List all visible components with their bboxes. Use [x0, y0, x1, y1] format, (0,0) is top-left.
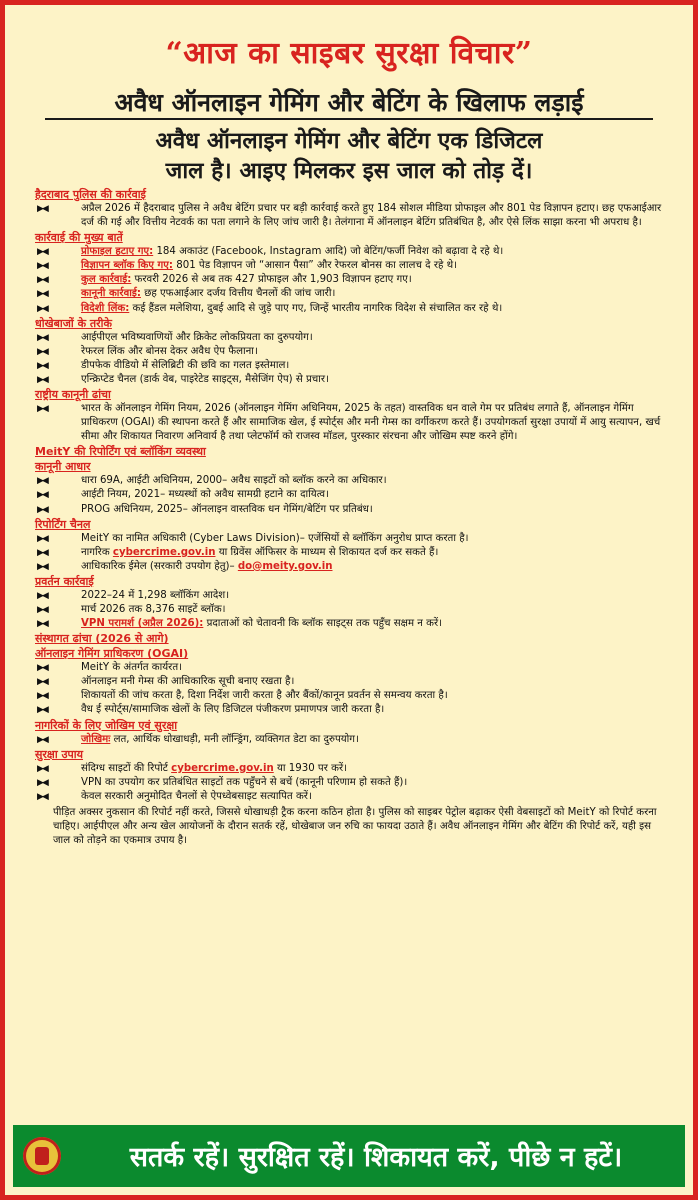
- section-heading: कार्रवाई की मुख्य बातें: [35, 231, 123, 245]
- police-emblem-icon: [23, 1137, 61, 1175]
- item-label: जोखिमः: [81, 733, 111, 745]
- double-arrow-icon: ▶◀: [37, 360, 47, 371]
- tagline-line-1: अवैध ऑनलाइन गेमिंग और बेटिंग एक डिजिटल: [155, 128, 543, 154]
- subsection-heading: कानूनी आधार: [35, 460, 91, 474]
- item-text: कई हैंडल मलेशिया, दुबई आदि से जुड़े पाए गए, जिन्हें भारतीय नागरिक विदेश से संचालित कर रहे थे।: [129, 302, 503, 314]
- list-item: [35, 703, 667, 717]
- poster-subtitle: अवैध ऑनलाइन गेमिंग और बेटिंग के खिलाफ लड़ाई: [114, 88, 584, 117]
- item-text: अप्रैल 2026 में हैदराबाद पुलिस ने अवैध बेटिंग प्रचार पर बड़ी कार्रवाई करते हुए 184 सोशल मीडिया प्रोफाइल और 801 पेड विज्ञापन हटाए। छह एफआईआर दर्ज की गई और वित्तीय नेटवर्क का पता लगाने के लिए जांच जारी है। तेलंगाना में ऑनलाइन बेटिंग प्रतिबंधित है, और ऐसे लिंक साझा करना भी अपराध है।: [81, 203, 662, 229]
- double-arrow-icon: ▶◀: [37, 490, 47, 501]
- footer-slogan: सतर्क रहें। सुरक्षित रहें। शिकायत करें, पीछे न हटें।: [129, 1142, 623, 1173]
- list-item: [35, 733, 667, 747]
- item-text: 2022–24 में 1,298 ब्लॉकिंग आदेश।: [81, 589, 230, 601]
- item-text: नागरिक: [81, 546, 113, 558]
- item-text: रेफरल लिंक और बोनस देकर अवैध ऐप फैलाना।: [81, 345, 258, 357]
- list-item: [35, 689, 667, 703]
- double-arrow-icon: ▶◀: [37, 777, 47, 788]
- double-arrow-icon: ▶◀: [37, 204, 47, 214]
- item-label: विज्ञापन ब्लॉक किए गए:: [81, 260, 173, 272]
- section-heading: संस्थागत ढांचा (2026 से आगे): [35, 632, 169, 646]
- email-link[interactable]: do@meity.gov.in: [237, 560, 333, 572]
- double-arrow-icon: ▶◀: [37, 547, 47, 558]
- double-arrow-icon: ▶◀: [37, 561, 47, 572]
- item-text: फरवरी 2026 से अब तक 427 प्रोफाइल और 1,903 विज्ञापन हटाए गए।: [131, 274, 412, 286]
- double-arrow-icon: ▶◀: [37, 533, 47, 544]
- item-text: या ग्रिवेंस ऑफिसर के माध्यम से शिकायत दर्ज कर सकते हैं।: [215, 546, 439, 558]
- double-arrow-icon: ▶◀: [37, 705, 47, 716]
- item-text: प्रदाताओं को चेतावनी कि ब्लॉक साइट्स तक पहुँच सक्षम न करें।: [203, 618, 443, 630]
- list-item: [35, 503, 667, 517]
- item-text: धारा 69A, आईटी अधिनियम, 2000– अवैध साइटों को ब्लॉक करने का अधिकार।: [81, 475, 387, 487]
- list-item: [35, 488, 667, 502]
- item-text: PROG अधिनियम, 2025– ऑनलाइन वास्तविक धन गेमिंग/बेटिंग पर प्रतिबंध।: [81, 503, 373, 515]
- list-item: [35, 202, 667, 230]
- item-text: ऑनलाइन मनी गेम्स की आधिकारिक सूची बनाए रखता है।: [81, 676, 295, 688]
- item-label: कानूनी कार्रवाई:: [81, 288, 141, 300]
- item-text: भारत के ऑनलाइन गेमिंग नियम, 2026 (ऑनलाइन गेमिंग अधिनियम, 2025 के तहत) वास्तविक धन वाले गेम पर प्रतिबंध लगाते हैं, ऑनलाइन गेमिंग प्राधिकरण (OGAI) की स्थापना करते हैं और सामाजिक खेल, ई स्पोर्ट्स और मनी गेम्स का वर्गीकरण करते हैं। उपयोगकर्ता सुरक्षा उपायों में आयु सत्यापन, खर्च सीमा और शिकायत निवारण अनिवार्य है तथा प्लेटफॉर्म को राजस्व मॉडल, पुरस्कार संरचना और जोखिम स्पष्ट करने होंगे।: [81, 403, 661, 443]
- item-text: एन्क्रिप्टेड चैनल (डार्क वेब, पाइरेटेड साइट्स, मैसेजिंग ऐप) से प्रचार।: [81, 373, 329, 385]
- section-heading: राष्ट्रीय कानूनी ढांचा: [35, 388, 111, 402]
- item-text: शिकायतों की जांच करता है, दिशा निर्देश जारी करता है और बैंकों/कानून प्रवर्तन से समन्वय करता है।: [81, 690, 448, 702]
- list-item: [35, 302, 667, 316]
- list-item: [35, 589, 667, 603]
- poster-content: [35, 187, 667, 848]
- section-heading: MeitY की रिपोर्टिंग एवं ब्लॉकिंग व्यवस्था: [35, 445, 206, 459]
- double-arrow-icon: ▶◀: [37, 691, 47, 702]
- poster-title: “आज का साइबर सुरक्षा विचार”: [165, 36, 533, 71]
- item-text: 801 पेड विज्ञापन जो “आसान पैसा” और रेफरल बोनस का लालच दे रहे थे।: [173, 260, 458, 272]
- double-arrow-icon: ▶◀: [37, 404, 47, 415]
- list-item: [35, 790, 667, 804]
- tagline-line-2: जाल है। आइए मिलकर इस जाल को तोड़ दें।: [165, 158, 533, 184]
- item-text: MeitY के अंतर्गत कार्यरत।: [81, 662, 182, 674]
- list-item: [35, 776, 667, 790]
- list-item: [35, 474, 667, 488]
- item-text: आधिकारिक ईमेल (सरकारी उपयोग हेतु)–: [81, 560, 238, 572]
- list-item: [35, 245, 667, 259]
- closing-paragraph: पीड़ित अक्सर नुकसान की रिपोर्ट नहीं करते, जिससे धोखाधड़ी ट्रैक करना कठिन होता है। पुलिस को साइबर पेट्रोल बढ़ाकर ऐसी वेबसाइटों को MeitY को रिपोर्ट करना चाहिए। आईपीएल और अन्य खेल आयोजनों के दौरान सतर्क रहें, धोखेबाज जन रुचि का फायदा उठाते हैं। अवैध ऑनलाइन गेमिंग और बेटिंग की रिपोर्ट करें, यही इस जाल को तोड़ने का एकमात्र उपाय है।: [53, 806, 657, 847]
- list-item: [35, 345, 667, 359]
- double-arrow-icon: ▶◀: [37, 604, 47, 615]
- item-text: आईपीएल भविष्यवाणियों और क्रिकेट लोकप्रियता का दुरुपयोग।: [81, 331, 313, 343]
- double-arrow-icon: ▶◀: [37, 303, 47, 314]
- double-arrow-icon: ▶◀: [37, 332, 47, 343]
- subtitle-underline: [45, 118, 653, 120]
- double-arrow-icon: ▶◀: [37, 763, 47, 774]
- subsection-heading: ऑनलाइन गेमिंग प्राधिकरण (OGAI): [35, 647, 189, 661]
- item-label: विदेशी लिंक:: [81, 302, 130, 314]
- double-arrow-icon: ▶◀: [37, 476, 47, 487]
- list-item: [35, 546, 667, 560]
- list-item: [35, 762, 667, 776]
- list-item: [35, 675, 667, 689]
- double-arrow-icon: ▶◀: [37, 677, 47, 688]
- double-arrow-icon: ▶◀: [37, 346, 47, 357]
- list-item: [35, 273, 667, 287]
- item-text: छह एफआईआर दर्जय वित्तीय चैनलों की जांच जारी।: [140, 288, 336, 300]
- footer-banner: [13, 1125, 685, 1187]
- item-label: प्रोफाइल हटाए गए:: [81, 246, 154, 258]
- item-text: डीपफेक वीडियो में सेलिब्रिटी की छवि का गलत इस्तेमाल।: [81, 359, 290, 371]
- cybercrime-link[interactable]: cybercrime.gov.in: [171, 762, 274, 774]
- item-text: लत, आर्थिक धोखाधड़ी, मनी लॉन्ड्रिंग, व्यक्तिगत डेटा का दुरुपयोग।: [110, 733, 359, 745]
- section-heading: धोखेबाजों के तरीके: [35, 316, 112, 330]
- double-arrow-icon: ▶◀: [37, 590, 47, 601]
- double-arrow-icon: ▶◀: [37, 261, 47, 272]
- item-text: मार्च 2026 तक 8,376 साइटें ब्लॉक।: [81, 603, 226, 615]
- list-item: [35, 402, 667, 444]
- double-arrow-icon: ▶◀: [37, 289, 47, 300]
- item-label: कुल कार्रवाई:: [81, 274, 132, 286]
- cybercrime-link[interactable]: cybercrime.gov.in: [112, 546, 216, 558]
- list-item: [35, 617, 667, 631]
- item-text: या 1930 पर करें।: [273, 762, 347, 774]
- list-item: [35, 661, 667, 675]
- list-item: [35, 373, 667, 387]
- item-text: वैध ई स्पोर्ट्स/सामाजिक खेलों के लिए डिजिटल पंजीकरण प्रमाणपत्र जारी करता है।: [81, 704, 385, 716]
- list-item: [35, 560, 667, 574]
- item-text: 184 अकाउंट (Facebook, Instagram आदि) जो बेटिंग/फर्जी निवेश को बढ़ावा दे रहे थे।: [153, 246, 504, 258]
- list-item: [35, 259, 667, 273]
- item-text: संदिग्ध साइटों की रिपोर्ट: [81, 762, 172, 774]
- item-text: VPN का उपयोग कर प्रतिबंधित साइटों तक पहुँचने से बचें (कानूनी परिणाम हो सकते हैं)।: [81, 776, 408, 788]
- double-arrow-icon: ▶◀: [37, 791, 47, 802]
- list-item: [35, 359, 667, 373]
- item-text: MeitY का नामित अधिकारी (Cyber Laws Division)– एजेंसियों से ब्लॉकिंग अनुरोध प्राप्त करता है।: [81, 532, 469, 544]
- double-arrow-icon: ▶◀: [37, 247, 47, 258]
- double-arrow-icon: ▶◀: [37, 275, 47, 286]
- section-heading: सुरक्षा उपाय: [35, 747, 84, 761]
- list-item: [35, 331, 667, 345]
- item-text: केवल सरकारी अनुमोदित चैनलों से ऐपध्वेबसाइट सत्यापित करें।: [81, 790, 312, 802]
- subsection-heading: प्रवर्तन कार्रवाई: [35, 574, 94, 588]
- double-arrow-icon: ▶◀: [37, 504, 47, 515]
- list-item: [35, 603, 667, 617]
- double-arrow-icon: ▶◀: [37, 619, 47, 630]
- section-heading: हैदराबाद पुलिस की कार्रवाई: [35, 188, 146, 201]
- double-arrow-icon: ▶◀: [37, 663, 47, 674]
- item-label: VPN परामर्श (अप्रैल 2026):: [81, 618, 204, 630]
- list-item: [35, 532, 667, 546]
- double-arrow-icon: ▶◀: [37, 734, 47, 745]
- poster-tagline: [5, 126, 693, 186]
- subsection-heading: रिपोर्टिंग चैनल: [35, 517, 91, 531]
- double-arrow-icon: ▶◀: [37, 374, 47, 385]
- list-item: [35, 287, 667, 301]
- item-text: आईटी नियम, 2021– मध्यस्थों को अवैध सामग्री हटाने का दायित्व।: [81, 489, 329, 501]
- section-heading: नागरिकों के लिए जोखिम एवं सुरक्षा: [35, 718, 178, 732]
